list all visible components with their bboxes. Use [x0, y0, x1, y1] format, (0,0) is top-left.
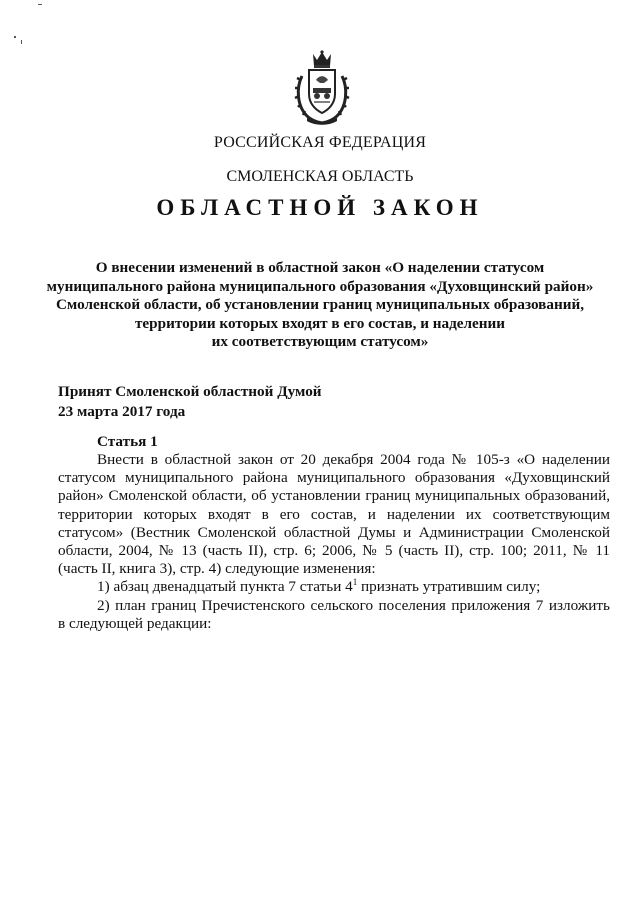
coat-of-arms-icon	[293, 50, 351, 126]
law-title	[0, 259, 640, 352]
superscript: 1	[352, 577, 358, 588]
scan-artifact	[14, 36, 16, 38]
scan-artifact	[21, 40, 22, 44]
adoption-body: Принят Смоленской областной Думой	[58, 383, 322, 400]
scan-artifact	[38, 4, 42, 5]
law-title-line: Смоленской области, об установлении границ муниципальных образований,	[55, 296, 585, 313]
paragraph-line: статусом муниципального района муниципального образования «Духовщинский	[58, 469, 610, 487]
law-title-line: территории которых входят в его состав, и наделении	[134, 314, 506, 332]
paragraph-line: территории которых входят в его состав, и наделении их соответствующим	[58, 505, 610, 523]
list-item: 2) план границ Пречистенского сельского поселения приложения 7 изложить	[97, 596, 610, 614]
paragraph-line: район» Смоленской области, об установлении границ муниципальных образований,	[58, 487, 610, 505]
list-item-continuation: в следующей редакции:	[58, 614, 212, 632]
list-item-text: признать утратившим силу;	[357, 578, 541, 596]
article-heading: Статья 1	[97, 433, 158, 450]
law-title-line: их соответствующим статусом»	[211, 333, 429, 350]
paragraph-line: области, 2004, № 13 (часть II), стр. 6; 2006, № 5 (часть II), стр. 100; 2011, № 11	[58, 542, 610, 560]
list-item-text: 1) абзац двенадцатый пункта 7 статьи 4	[97, 578, 353, 596]
paragraph-line: Внести в областной закон от 20 декабря 2004 года № 105-з «О наделении	[97, 451, 610, 468]
region-name: СМОЛЕНСКАЯ ОБЛАСТЬ	[226, 168, 414, 185]
paragraph-line: (часть II, книга 3), стр. 4) следующие изменения:	[58, 560, 376, 578]
paragraph-line: статусом» (Вестник Смоленской областной Думы и Администрации Смоленской	[58, 523, 610, 541]
adoption-date: 23 марта 2017 года	[58, 403, 186, 420]
adoption-info	[58, 382, 322, 422]
list-item	[58, 578, 610, 596]
law-title-line: О внесении изменений в областной закон «О наделении статусом	[95, 259, 545, 276]
article-body	[58, 451, 610, 633]
document-type: ОБЛАСТНОЙ ЗАКОН	[156, 195, 484, 220]
law-title-line: муниципального района муниципального образования «Духовщинский район»	[46, 277, 594, 295]
country-name: РОССИЙСКАЯ ФЕДЕРАЦИЯ	[213, 134, 427, 151]
